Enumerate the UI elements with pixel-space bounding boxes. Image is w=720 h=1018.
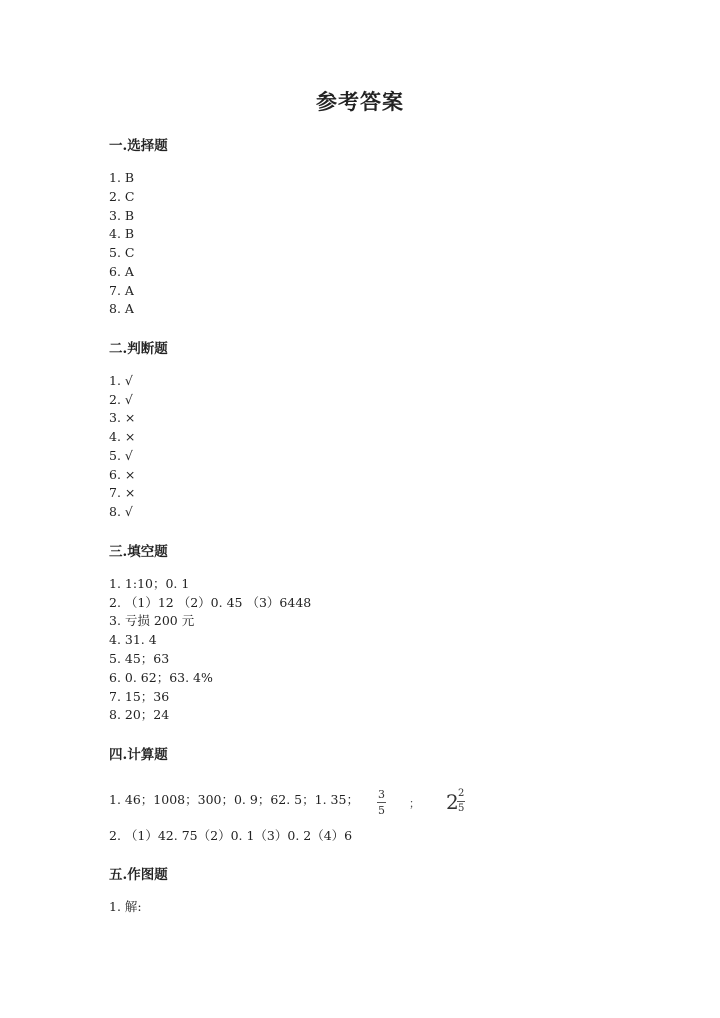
page-title: 参考答案: [316, 89, 404, 114]
separator: ；: [409, 797, 420, 810]
section-heading-judgement: 二.判断题: [109, 341, 168, 357]
answer-line: 2. √: [109, 392, 133, 407]
section-heading-calculation: 四.计算题: [109, 747, 168, 763]
answer-line: 8. √: [109, 504, 133, 519]
answer-line: 3. ×: [109, 410, 136, 425]
answer-line: 2. （1）12 （2）0. 45 （3）6448: [109, 595, 312, 610]
section-heading-fill-blank: 三.填空题: [109, 544, 168, 560]
answer-line: 2. （1）42. 75（2）0. 1（3）0. 2（4）6: [109, 828, 353, 843]
fraction-denominator: 5: [458, 803, 465, 814]
answer-line: 8. A: [109, 301, 134, 316]
answer-line: 1. 46；1008；300；0. 9；62. 5；1. 35；: [109, 792, 359, 807]
answer-line: 7. 15；36: [109, 689, 170, 704]
answer-line: 5. √: [109, 448, 133, 463]
answer-line: 6. ×: [109, 467, 136, 482]
answer-line: 5. 45；63: [109, 651, 170, 666]
fraction-numerator: 3: [378, 788, 385, 801]
answer-line: 3. 亏损 200 元: [109, 613, 195, 628]
fraction-numerator: 2: [457, 789, 465, 802]
mixed-number-fraction: [457, 789, 465, 814]
answer-line: 4. ×: [109, 429, 136, 444]
answer-line: 1. B: [109, 170, 135, 185]
answer-line: 1. 解:: [109, 899, 142, 914]
section-heading-drawing: 五.作图题: [109, 867, 168, 883]
fraction: [377, 789, 386, 816]
answer-line: 6. 0. 62；63. 4%: [109, 670, 213, 685]
section-heading-choice: 一.选择题: [109, 138, 168, 154]
answer-line: 2. C: [109, 189, 135, 204]
answer-line: 4. 31. 4: [109, 632, 157, 647]
answer-line: 3. B: [109, 208, 135, 223]
fraction-denominator: 5: [378, 804, 385, 817]
answer-line: 5. C: [109, 245, 135, 260]
answer-line: 1. 1:10；0. 1: [109, 576, 190, 591]
mixed-number-whole: 2: [446, 790, 459, 814]
answer-line: 6. A: [109, 264, 134, 279]
answer-line: 7. A: [109, 283, 134, 298]
answer-line: 4. B: [109, 226, 135, 241]
answer-line: 1. √: [109, 373, 133, 388]
answer-line: 8. 20；24: [109, 707, 170, 722]
answer-line: 7. ×: [109, 485, 136, 500]
